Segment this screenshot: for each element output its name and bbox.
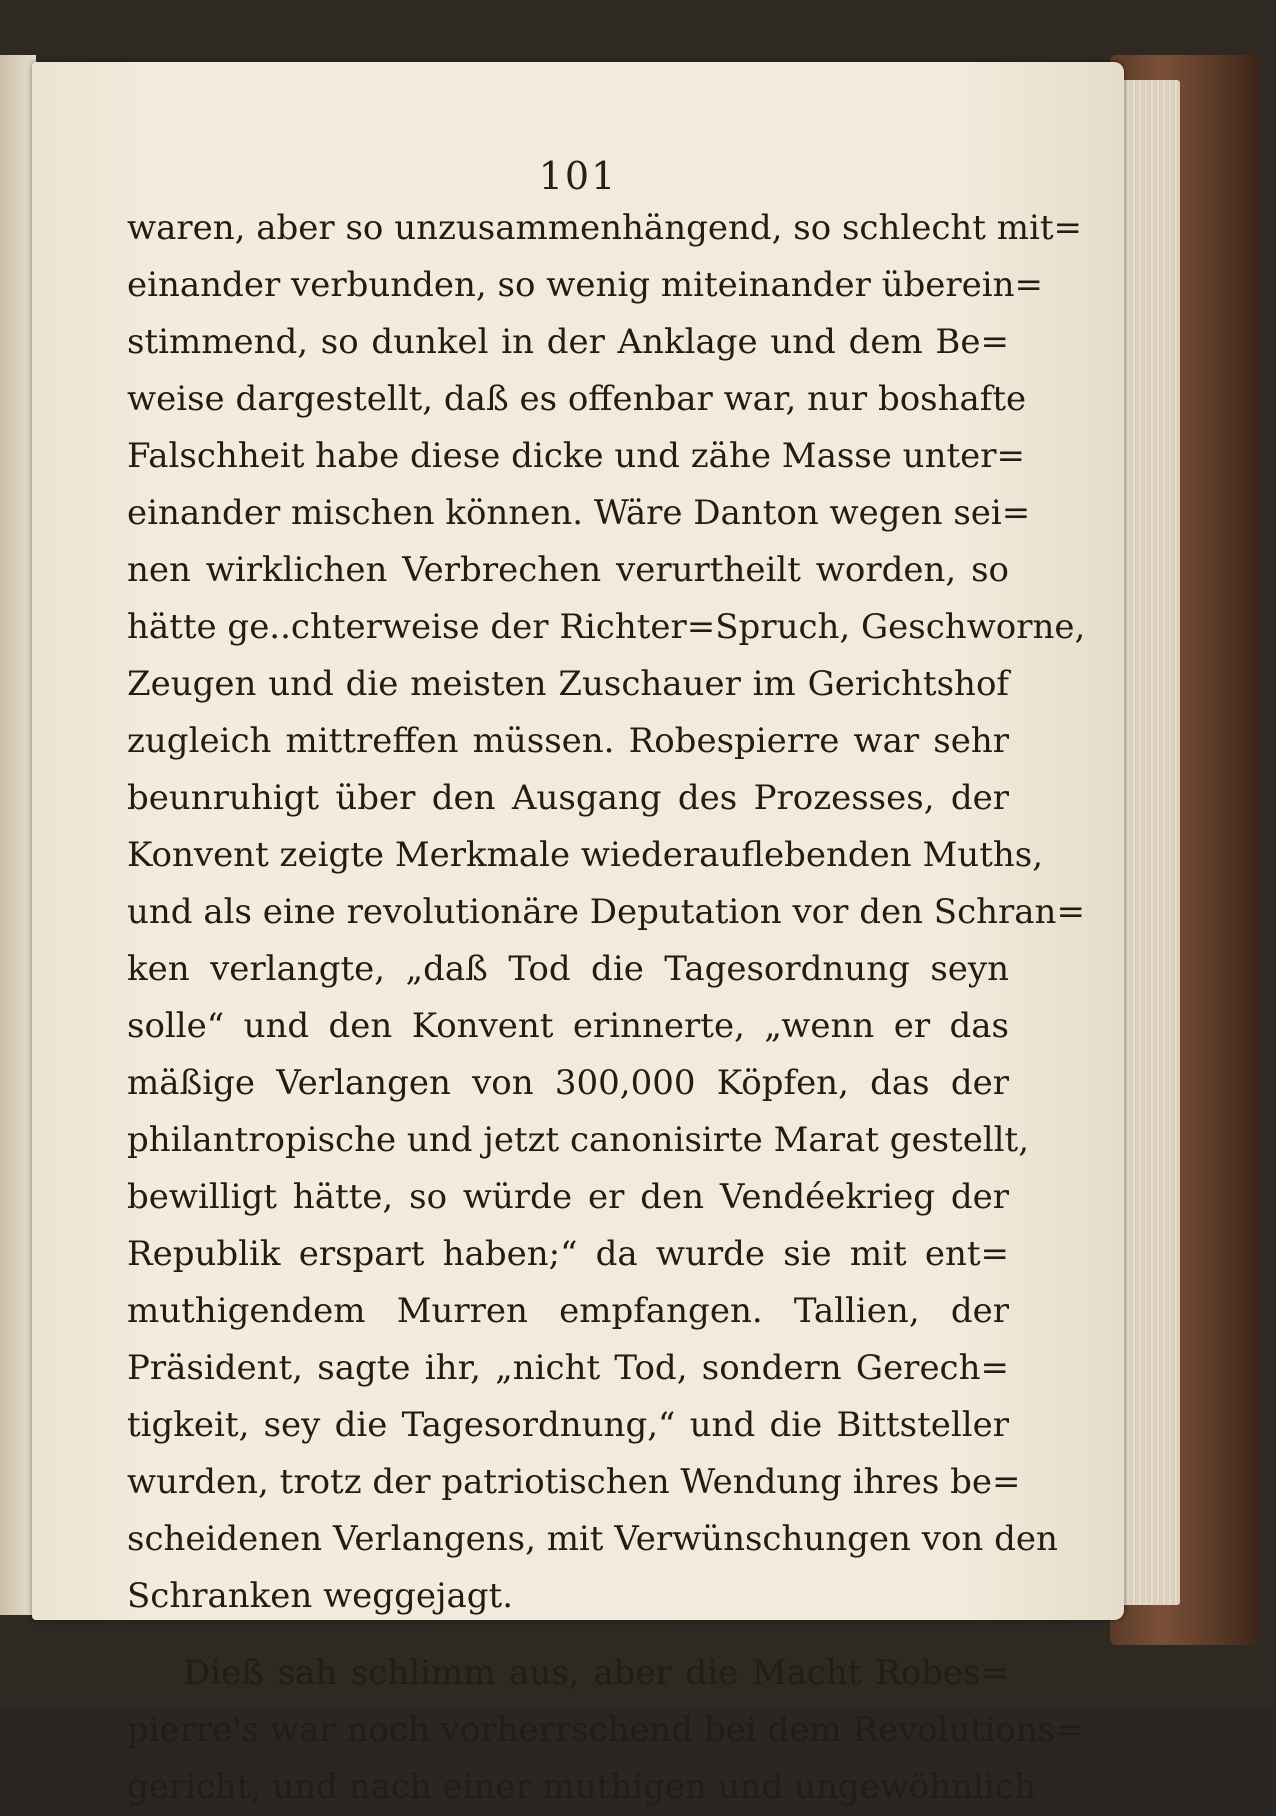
text-line: tigkeit, sey die Tagesordnung,“ und die Bittsteller	[127, 1405, 1009, 1445]
text-line: und als eine revolutionäre Deputation vor den Schran=	[127, 892, 1085, 932]
text-line: nen wirklichen Verbrechen verurtheilt worden, so	[127, 550, 1009, 590]
text-line: solle“ und den Konvent erinnerte, „wenn er das	[127, 1006, 1009, 1046]
paragraph-start-line: Dieß sah schlimm aus, aber die Macht Robes=	[183, 1653, 1009, 1693]
text-line: mäßige Verlangen von 300,000 Köpfen, das der	[127, 1063, 1009, 1103]
text-line: pierre's war noch vorherrschend bei dem Revolutions=	[127, 1710, 1084, 1750]
text-line: scheidenen Verlangens, mit Verwünschungen von den	[127, 1519, 1058, 1559]
text-line: Republik erspart haben;“ da wurde sie mit ent=	[127, 1234, 1009, 1274]
text-line: Präsident, sagte ihr, „nicht Tod, sondern Gerech=	[127, 1348, 1009, 1388]
text-line: wurden, trotz der patriotischen Wendung ihres be=	[127, 1462, 1021, 1502]
text-line: weise dargestellt, daß es offenbar war, nur boshafte	[127, 379, 1027, 419]
page-edges	[1118, 80, 1180, 1605]
body-text	[127, 200, 1086, 1816]
text-line: bewilligt hätte, so würde er den Vendéekrieg der	[127, 1177, 1009, 1217]
text-line: einander mischen können. Wäre Danton wegen sei=	[127, 493, 1031, 533]
text-line: einander verbunden, so wenig miteinander überein=	[127, 265, 1044, 305]
text-line: philantropische und jetzt canonisirte Marat gestellt,	[127, 1120, 1030, 1160]
text-line: Falschheit habe diese dicke und zähe Masse unter=	[127, 436, 1025, 476]
text-line: Zeugen und die meisten Zuschauer im Gerichtshof	[127, 664, 1009, 704]
text-line: ken verlangte, „daß Tod die Tagesordnung seyn	[127, 949, 1009, 989]
text-line: zugleich mittreffen müssen. Robespierre war sehr	[127, 721, 1009, 761]
paragraph-end-line: Schranken weggejagt.	[127, 1576, 514, 1616]
text-line: muthigendem Murren empfangen. Tallien, der	[127, 1291, 1009, 1331]
book-page	[32, 62, 1124, 1807]
facing-page-edge	[0, 55, 36, 1615]
text-line: hätte ge..chterweise der Richter=Spruch, Geschworne,	[127, 607, 1086, 647]
page-number: 101	[538, 154, 618, 198]
text-line: waren, aber so unzusammenhängend, so schlecht mit=	[127, 208, 1083, 248]
text-line: stimmend, so dunkel in der Anklage und dem Be=	[127, 322, 1009, 362]
text-line: Konvent zeigte Merkmale wiederauflebenden Muths,	[127, 835, 1044, 875]
text-line: gericht, und nach einer muthigen und ungewöhnlich	[127, 1767, 1036, 1807]
text-line: beunruhigt über den Ausgang des Prozesses, der	[127, 778, 1009, 818]
